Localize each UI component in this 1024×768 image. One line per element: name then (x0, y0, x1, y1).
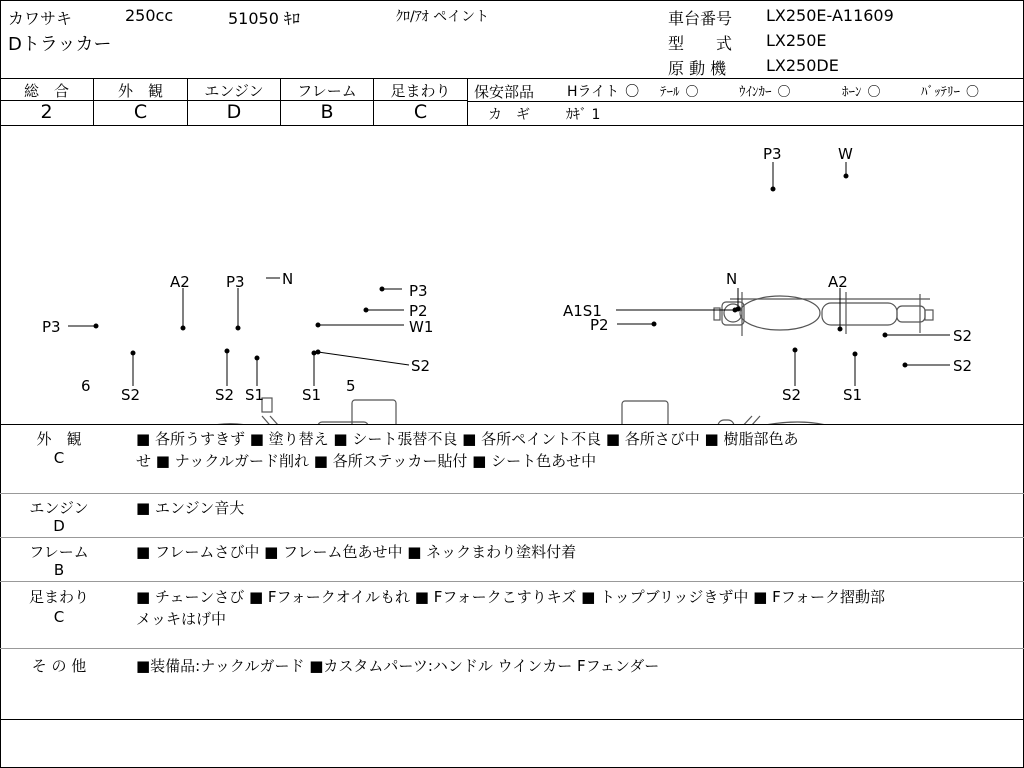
diagram-label: S1 (302, 386, 322, 404)
remark-category-other: そ の 他 (31, 657, 87, 675)
diagram-label: P3 (226, 273, 245, 291)
frame-no-label: 車台番号 (668, 9, 733, 28)
safety-headlight: Hライト 〇 (567, 84, 640, 100)
grade-value-overall: 2 (40, 101, 53, 123)
grade-label-overall: 総 合 (23, 82, 69, 100)
remark-grade-frame: B (53, 561, 65, 579)
diagram-label: S2 (411, 357, 431, 375)
grade-value-suspension: C (413, 101, 428, 123)
damage-diagram (0, 126, 1024, 424)
diagram-label: A2 (828, 273, 848, 291)
model-name: Dトラッカー (8, 34, 112, 55)
remark-category-suspension: 足まわり (28, 588, 89, 606)
diagram-label: W (838, 145, 853, 163)
diagram-label: S1 (843, 386, 863, 404)
remark-text: ■ エンジン音大 (136, 499, 245, 517)
engine-value: LX250DE (766, 56, 839, 75)
remark-grade-suspension: C (53, 608, 65, 626)
grade-value-exterior: C (133, 101, 148, 123)
grade-label-frame: フレーム (297, 82, 357, 100)
remark-grade-exterior: C (53, 449, 65, 467)
color: ｸﾛ/ｱｵ ペイント (396, 9, 490, 25)
grade-value-engine: D (226, 101, 242, 123)
safety-winker: ｳｲﾝｶｰ 〇 (739, 85, 791, 100)
diagram-label: P2 (409, 302, 428, 320)
diagram-label: 6 (81, 377, 91, 395)
engine-label: 原 動 機 (668, 59, 727, 78)
displacement: 250cc (125, 6, 174, 25)
grade-label-engine: エンジン (204, 82, 264, 100)
diagram-label: P3 (42, 318, 61, 336)
safety-battery: ﾊﾞｯﾃﾘｰ 〇 (921, 85, 980, 100)
safety-label: 保安部品 (474, 83, 535, 101)
divider (0, 78, 1024, 79)
diagram-label: S2 (953, 327, 973, 345)
maker: カワサキ (8, 9, 73, 28)
remark-text: せ ■ ナックルガード削れ ■ 各所ステッカー貼付 ■ シート色あせ中 (136, 452, 597, 470)
diagram-label: A1S1 (563, 302, 602, 320)
type-value: LX250E (766, 31, 827, 50)
diagram-label: S2 (953, 357, 973, 375)
diagram-label: W1 (409, 318, 434, 336)
remark-text: ■装備品:ナックルガード ■カスタムパーツ:ハンドル ウインカー Fフェンダー (136, 657, 660, 675)
diagram-label: P2 (590, 316, 609, 334)
safety-tail: ﾃｰﾙ 〇 (660, 85, 699, 100)
diagram-label: S1 (245, 386, 265, 404)
key-value: ｶｷﾞ 1 (566, 107, 601, 123)
remark-text: メッキはげ中 (136, 610, 227, 628)
diagram-label: P3 (763, 145, 782, 163)
grade-label-exterior: 外 観 (117, 82, 163, 100)
diagram-label: S2 (215, 386, 235, 404)
diagram-label: S2 (782, 386, 802, 404)
motorcycle-right-view (622, 401, 936, 424)
diagram-label: 5 (346, 377, 356, 395)
remark-text: ■ チェーンさび ■ Fフォークオイルもれ ■ Fフォークこすりキズ ■ トップブリッジきず中 ■ Fフォーク摺動部 (136, 588, 885, 606)
motorcycle-top-view (714, 292, 933, 336)
remark-category-engine: エンジン (29, 499, 89, 517)
diagram-label: S2 (121, 386, 141, 404)
grade-value-frame: B (320, 101, 334, 123)
remark-category-exterior: 外 観 (36, 430, 82, 448)
mileage: 51050 ｷﾛ (228, 9, 300, 28)
diagram-label: N (726, 270, 738, 288)
remark-grade-engine: D (53, 517, 65, 535)
remark-category-frame: フレーム (29, 543, 89, 561)
frame-no: LX250E-A11609 (766, 6, 894, 25)
diagram-label: A2 (170, 273, 190, 291)
grade-label-suspension: 足まわり (390, 82, 451, 100)
diagram-label: P3 (409, 282, 428, 300)
safety-horn: ﾎｰﾝ 〇 (842, 85, 881, 100)
type-label: 型 式 (668, 34, 733, 53)
remark-text: ■ フレームさび中 ■ フレーム色あせ中 ■ ネックまわり塗料付着 (136, 543, 577, 561)
remark-text: ■ 各所うすきず ■ 塗り替え ■ シート張替不良 ■ 各所ペイント不良 ■ 各所さび中 ■ 樹脂部色あ (136, 430, 799, 448)
diagram-label: N (282, 270, 294, 288)
key-label: カ ギ (488, 107, 530, 123)
